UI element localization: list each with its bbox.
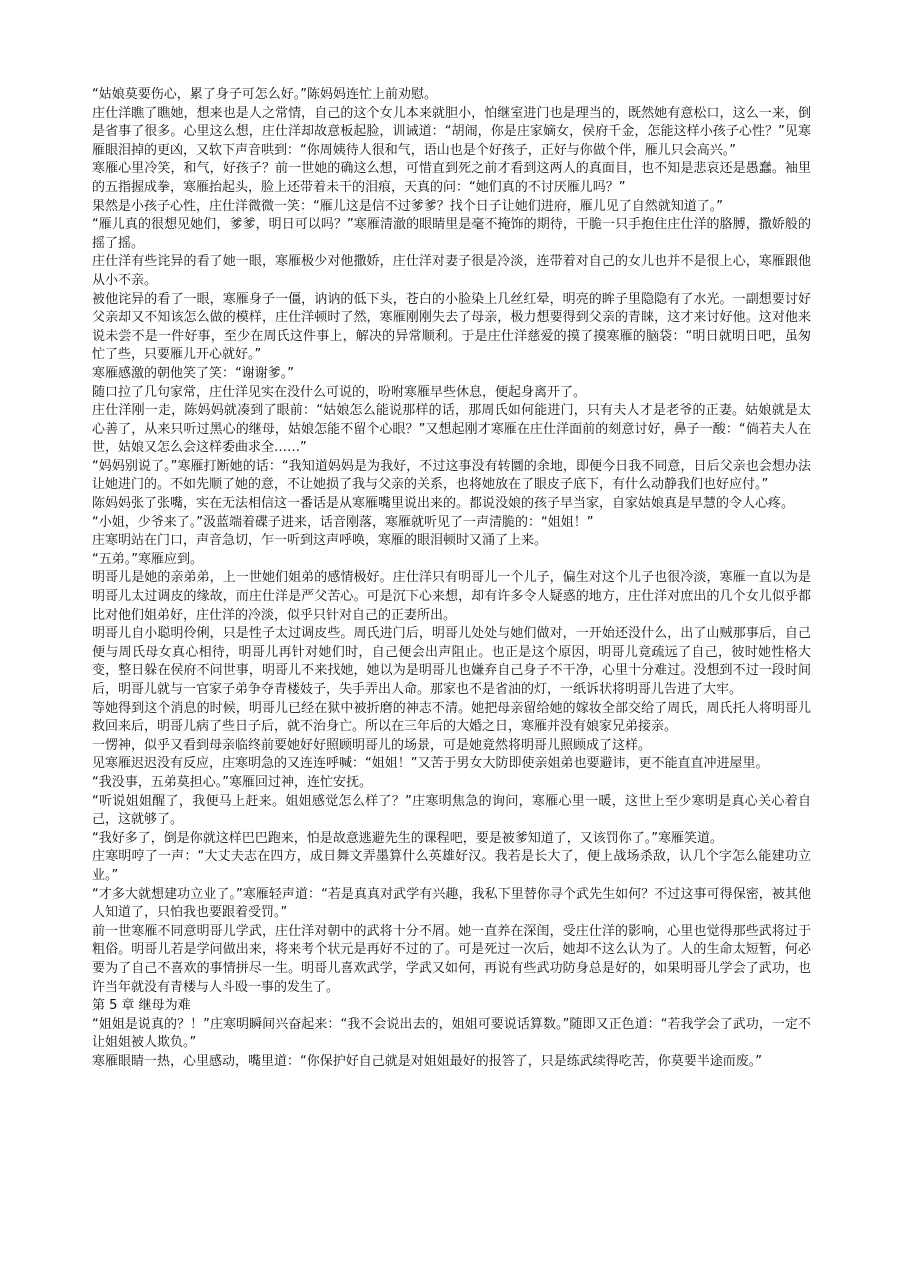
paragraph: 寒雁心里冷笑，和气，好孩子？前一世她的确这么想，可惜直到死之前才看到这两人的真面目，也不知是悲哀还是愚蠢。袖里的五指握成拳，寒雁抬起头，脸上还带着未干的泪痕，天真的问：“她们真的不讨厌雁儿吗？” <box>92 161 811 195</box>
paragraph: 前一世寒雁不同意明哥儿学武，庄仕洋对朝中的武将十分不屑。她一直养在深闺，受庄仕洋的影响，心里也觉得那些武将过于粗俗。明哥儿若是学问做出来，将来考个状元是再好不过的了。可是死过一次后，她却不这么认为了。人的生命太短暂，何必要为了自己不喜欢的事情拼尽一生。明哥儿喜欢武学，学武又如何，再说有些武功防身总是好的，如果明哥儿学会了武功，也许当年就没有青楼与人斗殴一事的发生了。 <box>92 923 811 995</box>
paragraph: “我没事，五弟莫担心。”寒雁回过神，连忙安抚。 <box>92 774 372 790</box>
paragraph: 等她得到这个消息的时候，明哥儿已经在狱中被折磨的神志不清。她把母亲留给她的嫁妆全部交给了周氏，周氏托人将明哥儿救回来后，明哥儿病了些日子后，就不治身亡。所以在三年后的大婚之日，寒雁并没有娘家兄弟接亲。 <box>92 700 811 735</box>
paragraph: “雁儿真的很想见她们，爹爹，明日可以吗？”寒雁清澈的眼睛里是毫不掩饰的期待，干脆一只手抱住庄仕洋的胳膊，撒娇般的摇了摇。 <box>92 217 811 251</box>
paragraph: 见寒雁迟迟没有反应，庄寒明急的又连连呼喊：“姐姐！”又苦于男女大防即使亲姐弟也要避讳，更不能直直冲进屋里。 <box>92 756 769 772</box>
paragraph: 庄寒明哼了一声：“大丈夫志在四方，成日舞文弄墨算什么英雄好汉。我若是长大了，便上战场杀敌，认几个字怎么能建功立业。” <box>92 849 811 883</box>
paragraph: “小姐，少爷来了。”汲蓝端着碟子进来，话音刚落，寒雁就听见了一声清脆的：“姐姐！” <box>92 514 594 530</box>
paragraph: 一愣神，似乎又看到母亲临终前要她好好照顾明哥儿的场景，可是她竟然将明哥儿照顾成了这样。 <box>92 737 652 753</box>
paragraph: 明哥儿自小聪明伶俐，只是性子太过调皮些。周氏进门后，明哥儿处处与她们做对，一开始还没什么，出了山贼那事后，自己便与周氏母女真心相待，明哥儿再针对她们时，自己便会出声阻止。也正是这个原因，明哥儿竟疏远了自己，彼时她性格大变，整日躲在侯府不问世事，明哥儿不来找她，她以为是明哥儿也嫌弃自己身子不干净，心里十分难过。没想到不过一段时间后，明哥儿就与一官家子弟争夺青楼妓子，失手弄出人命。那家也不是省油的灯，一纸诉状将明哥儿告进了大牢。 <box>92 626 811 697</box>
paragraph: 明哥儿是她的亲弟弟，上一世她们姐弟的感情极好。庄仕洋只有明哥儿一个儿子，偏生对这个儿子也很冷淡，寒雁一直以为是明哥儿太过调皮的缘故，而庄仕洋是严父苦心。可是沉下心来想，却有许多令人疑惑的地方，庄仕洋对庶出的几个女儿似乎都比对他们姐弟好，庄仕洋的冷淡，似乎只针对自己的正妻所出。 <box>92 570 811 623</box>
paragraph: “姐姐是说真的？！”庄寒明瞬间兴奋起来：“我不会说出去的，姐姐可要说话算数。”随即又正色道：“若我学会了武功，一定不让姐姐被人欺负。” <box>92 1016 811 1051</box>
chapter-heading: 第 5 章 继母为难 <box>92 998 191 1014</box>
document-body <box>92 86 811 1071</box>
paragraph: 庄仕洋刚一走，陈妈妈就凑到了眼前：“姑娘怎么能说那样的话，那周氏如何能进门，只有夫人才是老爷的正妻。姑娘就是太心善了，从来只听过黑心的继母，姑娘怎能不留个心眼？”又想起刚才寒雁在庄仕洋面前的刻意讨好，鼻子一酸：“倘若夫人在世，姑娘又怎么会这样委曲求全……” <box>92 403 811 456</box>
paragraph: “听说姐姐醒了，我便马上赶来。姐姐感觉怎么样了？”庄寒明焦急的询问，寒雁心里一暖，这世上至少寒明是真心关心着自己，这就够了。 <box>92 793 811 828</box>
paragraph: 随口拉了几句家常，庄仕洋见实在没什么可说的，吩咐寒雁早些休息，便起身离开了。 <box>92 384 587 400</box>
paragraph: 陈妈妈张了张嘴，实在无法相信这一番话是从寒雁嘴里说出来的。都说没娘的孩子早当家，自家姑娘真是早慧的令人心疼。 <box>92 496 795 512</box>
paragraph: 庄仕洋瞧了瞧她，想来也是人之常情，自己的这个女儿本来就胆小，怕继室进门也是理当的，既然她有意松口，这么一来，倒是省事了很多。心里这么想，庄仕洋却故意板起脸，训诫道：“胡闹，你是庄家嫡女，侯府千金，怎能这样小孩子心性？”见寒雁眼泪掉的更凶，又软下声音哄到：“你周姨待人很和气，语山也是个好孩子，正好与你做个伴，雁儿只会高兴。” <box>92 105 811 158</box>
paragraph: 被他诧异的看了一眼，寒雁身子一僵，讷讷的低下头，苍白的小脸染上几丝红晕，明亮的眸子里隐隐有了水光。一副想要讨好父亲却又不知该怎么做的模样，庄仕洋顿时了然，寒雁刚刚失去了母亲，极力想要得到父亲的青睐，这才来讨好他。这对他来说未尝不是一件好事，至少在周氏这件事上，解决的异常顺利。于是庄仕洋慈爱的摸了摸寒雁的脑袋：“明日就明日吧，虽匆忙了些，只要雁儿开心就好。” <box>92 291 811 363</box>
paragraph: 果然是小孩子心性，庄仕洋微微一笑：“雁儿这是信不过爹爹？找个日子让她们进府，雁儿见了自然就知道了。” <box>92 198 723 214</box>
paragraph: 寒雁感激的朝他笑了笑：“谢谢爹。” <box>92 365 294 381</box>
paragraph: “姑娘莫要伤心，累了身子可怎么好。”陈妈妈连忙上前劝慰。 <box>92 87 437 102</box>
paragraph: “五弟。”寒雁应到。 <box>92 551 203 567</box>
paragraph: 庄仕洋有些诧异的看了她一眼，寒雁极少对他撒娇，庄仕洋对妻子很是冷淡，连带着对自己的女儿也并不是很上心，寒雁跟他从小不亲。 <box>92 254 811 288</box>
paragraph: “妈妈别说了。”寒雁打断她的话：“我知道妈妈是为我好，不过这事没有转圜的余地，即便今日我不同意，日后父亲也会想办法让她进门的。不如先顺了她的意，不让她损了我与父亲的关系，也将她放在了眼皮子底下，有什么动静我们也好应付。” <box>92 458 811 493</box>
paragraph: 庄寒明站在门口，声音急切，乍一听到这声呼唤，寒雁的眼泪顿时又涌了上来。 <box>92 533 548 549</box>
paragraph: “才多大就想建功立业了。”寒雁轻声道：“若是真真对武学有兴趣，我私下里替你寻个武先生如何？不过这事可得保密，被其他人知道了，只怕我也要跟着受罚。” <box>92 886 811 921</box>
paragraph: 寒雁眼睛一热，心里感动，嘴里道：“你保护好自己就是对姐姐最好的报答了，只是练武续得吃苦，你莫要半途而废。” <box>92 1053 762 1069</box>
paragraph: “我好多了，倒是你就这样巴巴跑来，怕是故意逃避先生的课程吧，要是被爹知道了，又该罚你了。”寒雁笑道。 <box>92 830 723 846</box>
